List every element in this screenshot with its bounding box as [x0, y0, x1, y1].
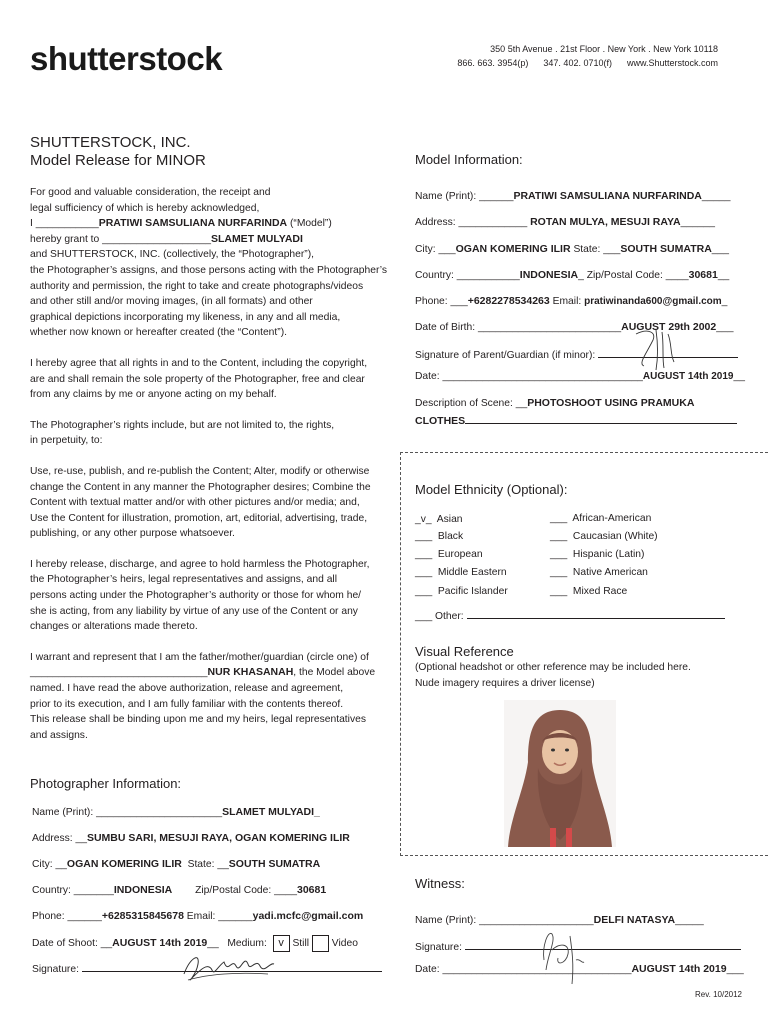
model-info-heading: Model Information: — [415, 152, 523, 167]
model-name-fill: PRATIWI SAMSULIANA NURFARINDA — [98, 217, 288, 230]
witness-date-value: AUGUST 14th 2019 — [631, 963, 727, 975]
photographer-date-row: Date of Shoot: __AUGUST 14th 2019__ Medium: v Still Video — [32, 935, 358, 952]
release-line: Use, re-use, publish, and re-publish the Content; Alter, modify or otherwise — [30, 465, 370, 477]
photographer-city-value: OGAN KOMERING ILIR — [66, 858, 182, 870]
ethnicity-option[interactable]: ___ African-American — [550, 513, 652, 524]
release-line: persons acting under the Photographer’s authority or those for whom he/ — [30, 590, 362, 602]
release-line: For good and valuable consideration, the receipt and — [30, 187, 271, 198]
ethnicity-option[interactable]: _v_ Asian — [415, 514, 463, 525]
ethnicity-option[interactable]: ___ Pacific Islander — [415, 586, 508, 597]
release-line: from any claims by me or anyone acting on my behalf. — [30, 389, 277, 401]
witness-signature — [534, 920, 590, 990]
form-title: Model Release for MINOR — [30, 152, 206, 169]
release-line: I hereby release, discharge, and agree to hold harmless the Photographer, — [30, 558, 370, 570]
model-city-row: City: ___OGAN KOMERING ILIR State: ___SOUTH SUMATRA___ — [415, 243, 729, 255]
photographer-name-fill: SLAMET MULYADI — [210, 232, 303, 245]
ethnicity-option[interactable]: ___ Caucasian (White) — [550, 531, 658, 542]
video-label: Video — [331, 938, 358, 950]
company-title: SHUTTERSTOCK, INC. — [30, 134, 191, 151]
model-date-row: Date: ___________________________________AUGUST 14th 2019__ — [415, 371, 745, 382]
photographer-country-row: Country: _______INDONESIA Zip/Postal Code: ____30681 — [32, 884, 327, 896]
witness-name-value: DELFI NATASYA — [593, 914, 676, 926]
photographer-address-value: SUMBU SARI, MESUJI RAYA, OGAN KOMERING ILIR — [86, 832, 350, 844]
release-line: authority and permission, the right to take and create photographs/videos — [30, 280, 364, 292]
release-text — [30, 185, 400, 743]
ethnicity-option[interactable]: ___ Black — [415, 531, 464, 542]
release-line: publishing, or any other purpose whatsoever. — [30, 528, 235, 540]
model-name-value: PRATIWI SAMSULIANA NURFARINDA — [513, 190, 702, 202]
release-line: changes or alterations made thereto. — [30, 621, 198, 633]
guardian-signature — [628, 324, 688, 374]
photographer-date-value: AUGUST 14th 2019 — [112, 937, 208, 950]
release-line: Content with textual matter and/or with other pictures and/or media; and, — [30, 497, 360, 509]
still-label: Still — [292, 938, 310, 950]
model-city-value: OGAN KOMERING ILIR — [455, 243, 571, 255]
model-address-value: ROTAN MULYA, MESUJI RAYA — [530, 216, 681, 228]
model-name-line: I ___________PRATIWI SAMSULIANA NURFARINDA (“Model”) — [30, 217, 332, 230]
photographer-city-row: City: __OGAN KOMERING ILIR State: __SOUTH SUMATRA — [32, 858, 321, 870]
model-zip-value: 30681 — [688, 269, 718, 281]
model-country-row: Country: ___________INDONESIA_ Zip/Postal Code: ____30681__ — [415, 269, 730, 281]
photographer-state-value: SOUTH SUMATRA — [228, 858, 321, 870]
model-country-value: INDONESIA — [519, 269, 579, 281]
model-name-row: Name (Print): ______PRATIWI SAMSULIANA NURFARINDA_____ — [415, 190, 731, 202]
release-line: prior to its execution, and I am fully familiar with the contents thereof. — [30, 698, 344, 710]
guardian-signature-row: Signature of Parent/Guardian (if minor): — [415, 346, 738, 361]
model-date-value: AUGUST 14th 2019 — [642, 371, 734, 382]
scene-value: PHOTOSHOOT USING PRAMUKA — [527, 397, 695, 409]
release-line: the Photographer’s heirs, legal representatives and assigns, and all — [30, 574, 338, 586]
release-line: change the Content in any manner the Photographer desires; Combine the — [30, 481, 371, 493]
model-headshot-photo — [504, 700, 616, 847]
release-line: named. I have read the above authorization, release and agreement, — [30, 683, 344, 695]
photographer-signature — [178, 944, 278, 988]
model-state-value: SOUTH SUMATRA — [620, 243, 712, 255]
ethnicity-other[interactable]: ___ Other: — [415, 607, 725, 622]
guardian-of-fill: NUR KHASANAH — [207, 666, 294, 679]
visual-note-1: (Optional headshot or other reference may be included here. — [415, 662, 691, 673]
video-checkbox[interactable] — [312, 935, 329, 952]
guardian-of-line: _______________________________NUR KHASANAH, the Model above — [30, 666, 376, 679]
photographer-phone-value: +6285315845678 — [101, 910, 184, 922]
revision-note: Rev. 10/2012 — [695, 990, 742, 999]
shutterstock-logo: shutterstock — [30, 40, 223, 77]
grant-line: hereby grant to ___________________SLAMET MULYADI — [30, 232, 303, 245]
photographer-heading: Photographer Information: — [30, 776, 182, 791]
photographer-address-row: Address: __SUMBU SARI, MESUJI RAYA, OGAN KOMERING ILIR — [32, 832, 350, 844]
witness-signature-row: Signature: — [415, 938, 741, 953]
photographer-email-value: yadi.mcfc@gmail.com — [252, 910, 364, 922]
witness-name-row: Name (Print): ____________________DELFI NATASYA_____ — [415, 914, 704, 926]
model-phone-value: +6282278534263 — [467, 295, 550, 307]
scene-row-2 — [415, 412, 737, 427]
ethnicity-option[interactable]: ___ Mixed Race — [550, 586, 628, 597]
witness-date-row: Date: _________________________________AUGUST 14th 2019___ — [415, 963, 744, 975]
ethnicity-option[interactable]: ___ European — [415, 549, 483, 560]
company-address: 350 5th Avenue . 21st Floor . New York . New York 10118 — [490, 44, 718, 54]
release-line: she is acting, from any liability by virtue of any use of the Content or any — [30, 605, 358, 617]
photographer-phone-row: Phone: ______+6285315845678 Email: ______yadi.mcfc@gmail.com — [32, 910, 364, 922]
release-line: legal sufficiency of which is hereby acknowledged, — [30, 202, 260, 214]
release-line: the Photographer’s assigns, and those persons acting with the Photographer’s — [30, 264, 388, 276]
release-line: in perpetuity, to: — [30, 435, 103, 447]
visual-reference-heading: Visual Reference — [415, 644, 514, 659]
model-dob-row: Date of Birth: _________________________AUGUST 29th 2002___ — [415, 321, 734, 333]
release-line: and other still and/or moving images, (in all formats) and other — [30, 296, 313, 308]
scene-value-2: CLOTHES — [415, 415, 466, 427]
photographer-country-value: INDONESIA — [113, 884, 173, 896]
photographer-signature-row: Signature: — [32, 960, 382, 975]
model-address-row: Address: ____________ ROTAN MULYA, MESUJI RAYA______ — [415, 216, 716, 228]
release-line: whether now known or hereafter created (the “Content”). — [30, 327, 287, 339]
release-line: are and shall remain the sole property of the Photographer, free and clear — [30, 373, 365, 385]
ethnicity-option[interactable]: ___ Native American — [550, 567, 648, 578]
release-line: I warrant and represent that I am the father/mother/guardian (circle one) of — [30, 651, 369, 663]
photographer-zip-value: 30681 — [297, 884, 327, 896]
ethnicity-option[interactable]: ___ Hispanic (Latin) — [550, 549, 645, 560]
model-dob-value: AUGUST 29th 2002 — [621, 321, 717, 333]
company-contact: 866. 663. 3954(p) 347. 402. 0710(f) www.Shutterstock.com — [457, 58, 718, 68]
visual-note-2: Nude imagery requires a driver license) — [415, 678, 595, 689]
model-phone-row: Phone: ___+6282278534263 Email: pratiwinanda600@gmail.com_ — [415, 295, 728, 307]
release-line: and SHUTTERSTOCK, INC. (collectively, the “Photographer”), — [30, 249, 315, 261]
release-line: Use the Content for illustration, promotion, art, editorial, advertising, trade, — [30, 512, 368, 524]
still-checkbox[interactable]: v — [273, 935, 290, 952]
witness-signature-line — [465, 938, 741, 950]
release-line: and assigns. — [30, 729, 88, 741]
photographer-name-value: SLAMET MULYADI_ — [222, 806, 320, 818]
release-line: This release shall be binding upon me and my heirs, legal representatives — [30, 714, 366, 726]
model-email-value: pratiwinanda600@gmail.com — [584, 296, 722, 307]
witness-heading: Witness: — [415, 876, 465, 891]
release-line: I hereby agree that all rights in and to the Content, including the copyright, — [30, 357, 368, 369]
ethnicity-option[interactable]: ___ Middle Eastern — [415, 567, 507, 578]
photographer-name-row: Name (Print): ______________________SLAMET MULYADI_ — [32, 806, 320, 818]
release-line: graphical depictions incorporating my likeness, in any and all media, — [30, 311, 341, 323]
scene-row: Description of Scene: __PHOTOSHOOT USING PRAMUKA — [415, 397, 695, 409]
ethnicity-heading: Model Ethnicity (Optional): — [415, 482, 568, 497]
release-line: The Photographer’s rights include, but are not limited to, the rights, — [30, 419, 335, 431]
